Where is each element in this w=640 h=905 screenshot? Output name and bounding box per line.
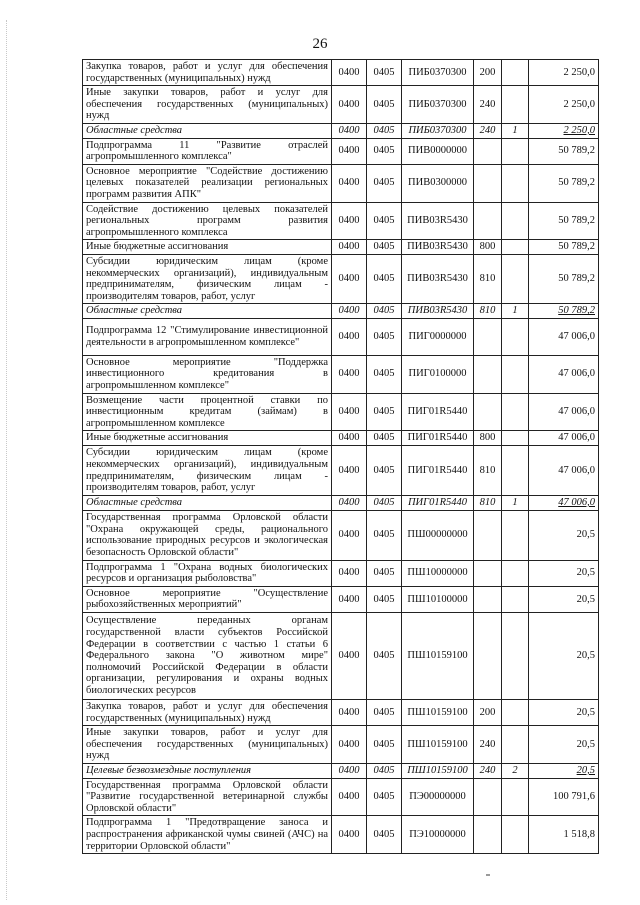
- row-section-code: 0400: [332, 778, 367, 816]
- row-funding-source: [502, 431, 529, 446]
- row-section-code: 0400: [332, 355, 367, 393]
- row-amount: 47 006,0: [529, 496, 599, 511]
- table-row: [83, 393, 599, 431]
- row-funding-source: [502, 560, 529, 586]
- row-expense-type: 810: [474, 254, 502, 303]
- row-subsection-code: 0405: [367, 510, 402, 560]
- row-subsection-code: 0405: [367, 393, 402, 431]
- row-name: Подпрограмма 12 "Стимулирование инвестиционной деятельности в агропромышленном комплексе": [83, 318, 332, 355]
- row-section-code: 0400: [332, 510, 367, 560]
- row-expense-type: [474, 164, 502, 202]
- row-subsection-code: 0405: [367, 202, 402, 240]
- row-funding-source: [502, 613, 529, 700]
- row-amount: 20,5: [529, 700, 599, 726]
- row-name: Областные средства: [83, 496, 332, 511]
- row-subsection-code: 0405: [367, 763, 402, 778]
- row-name: Субсидии юридическим лицам (кроме некоммерческих организаций), индивидуальным предпринимателям, физическим лицам - производителям товаров, работ, услуг: [83, 254, 332, 303]
- scan-mark: [486, 874, 490, 876]
- row-name: Областные средства: [83, 304, 332, 319]
- row-name: Целевые безвозмездные поступления: [83, 763, 332, 778]
- row-name: Закупка товаров, работ и услуг для обеспечения государственных (муниципальных) нужд: [83, 60, 332, 86]
- row-amount: 50 789,2: [529, 202, 599, 240]
- row-target-article: ПШ10159100: [402, 726, 474, 764]
- table-row: [83, 446, 599, 496]
- row-funding-source: 1: [502, 496, 529, 511]
- row-section-code: 0400: [332, 816, 367, 854]
- row-funding-source: 1: [502, 304, 529, 319]
- row-section-code: 0400: [332, 60, 367, 86]
- row-subsection-code: 0405: [367, 355, 402, 393]
- row-expense-type: [474, 138, 502, 164]
- row-name: Подпрограмма 1 "Охрана водных биологических ресурсов и организация рыболовства": [83, 560, 332, 586]
- row-target-article: ПИВ0300000: [402, 164, 474, 202]
- row-section-code: 0400: [332, 138, 367, 164]
- table-row: [83, 778, 599, 816]
- table-row: [83, 700, 599, 726]
- table-row: [83, 138, 599, 164]
- row-subsection-code: 0405: [367, 123, 402, 138]
- budget-table-body: [83, 60, 599, 854]
- table-row: [83, 726, 599, 764]
- row-amount: 1 518,8: [529, 816, 599, 854]
- table-row: [83, 355, 599, 393]
- row-amount: 47 006,0: [529, 393, 599, 431]
- table-row: [83, 60, 599, 86]
- row-section-code: 0400: [332, 123, 367, 138]
- row-amount: 50 789,2: [529, 304, 599, 319]
- table-row: [83, 164, 599, 202]
- row-amount: 50 789,2: [529, 164, 599, 202]
- row-amount: 2 250,0: [529, 60, 599, 86]
- table-row: [83, 318, 599, 355]
- row-expense-type: 800: [474, 240, 502, 255]
- row-section-code: 0400: [332, 700, 367, 726]
- table-row: [83, 586, 599, 612]
- row-funding-source: [502, 816, 529, 854]
- row-subsection-code: 0405: [367, 726, 402, 764]
- row-amount: 20,5: [529, 726, 599, 764]
- row-target-article: ПЭ10000000: [402, 816, 474, 854]
- row-section-code: 0400: [332, 164, 367, 202]
- row-name: Закупка товаров, работ и услуг для обеспечения государственных (муниципальных) нужд: [83, 700, 332, 726]
- row-funding-source: [502, 510, 529, 560]
- row-expense-type: [474, 816, 502, 854]
- row-expense-type: 810: [474, 446, 502, 496]
- row-name: Основное мероприятие "Осуществление рыбохозяйственных мероприятий": [83, 586, 332, 612]
- row-subsection-code: 0405: [367, 304, 402, 319]
- row-target-article: ПИГ01R5440: [402, 393, 474, 431]
- row-subsection-code: 0405: [367, 138, 402, 164]
- row-subsection-code: 0405: [367, 446, 402, 496]
- page-number: 26: [312, 36, 328, 52]
- budget-table: [82, 59, 599, 854]
- row-target-article: ПИГ01R5440: [402, 431, 474, 446]
- row-name: Осуществление переданных органам государственной власти субъектов Российской Федерации в соответствии с частью 1 статьи 6 Федерального закона "О животном мире" полномочий Российской Федерации в области организации, регулирования и охраны водных биологических ресурсов: [83, 613, 332, 700]
- row-expense-type: 240: [474, 726, 502, 764]
- row-name: Подпрограмма 11 "Развитие отраслей агропромышленного комплекса": [83, 138, 332, 164]
- row-amount: 2 250,0: [529, 123, 599, 138]
- row-target-article: ПИГ01R5440: [402, 496, 474, 511]
- row-target-article: ПШ10159100: [402, 763, 474, 778]
- row-section-code: 0400: [332, 586, 367, 612]
- row-expense-type: 240: [474, 86, 502, 124]
- row-section-code: 0400: [332, 560, 367, 586]
- row-amount: 50 789,2: [529, 240, 599, 255]
- row-name: Государственная программа Орловской области "Охрана окружающей среды, рационального использование природных ресурсов и экологическая безопасность Орловской области": [83, 510, 332, 560]
- row-subsection-code: 0405: [367, 613, 402, 700]
- row-name: Иные бюджетные ассигнования: [83, 431, 332, 446]
- row-amount: 20,5: [529, 510, 599, 560]
- row-funding-source: [502, 318, 529, 355]
- row-amount: 47 006,0: [529, 355, 599, 393]
- row-name: Иные закупки товаров, работ и услуг для обеспечения государственных (муниципальных) нужд: [83, 86, 332, 124]
- row-expense-type: 800: [474, 431, 502, 446]
- row-name: Субсидии юридическим лицам (кроме некоммерческих организаций), индивидуальным предпринимателям, физическим лицам - производителям товаров, работ, услуг: [83, 446, 332, 496]
- row-section-code: 0400: [332, 496, 367, 511]
- row-name: Основное мероприятие "Содействие достижению целевых показателей реализации региональных программ развития АПК": [83, 164, 332, 202]
- row-subsection-code: 0405: [367, 431, 402, 446]
- row-amount: 100 791,6: [529, 778, 599, 816]
- row-amount: 2 250,0: [529, 86, 599, 124]
- row-amount: 20,5: [529, 763, 599, 778]
- table-row: [83, 254, 599, 303]
- row-target-article: ПШ10159100: [402, 700, 474, 726]
- row-section-code: 0400: [332, 304, 367, 319]
- row-expense-type: 810: [474, 304, 502, 319]
- row-section-code: 0400: [332, 763, 367, 778]
- row-amount: 20,5: [529, 560, 599, 586]
- row-amount: 20,5: [529, 613, 599, 700]
- table-row: [83, 240, 599, 255]
- row-amount: 50 789,2: [529, 254, 599, 303]
- row-target-article: ПИВ03R5430: [402, 240, 474, 255]
- row-target-article: ПИВ03R5430: [402, 304, 474, 319]
- row-funding-source: [502, 202, 529, 240]
- row-subsection-code: 0405: [367, 240, 402, 255]
- row-subsection-code: 0405: [367, 60, 402, 86]
- row-section-code: 0400: [332, 431, 367, 446]
- row-funding-source: 1: [502, 123, 529, 138]
- row-funding-source: [502, 726, 529, 764]
- row-section-code: 0400: [332, 254, 367, 303]
- row-target-article: ПИГ0100000: [402, 355, 474, 393]
- row-expense-type: [474, 586, 502, 612]
- table-row: [83, 86, 599, 124]
- row-target-article: ПИВ03R5430: [402, 202, 474, 240]
- row-funding-source: [502, 393, 529, 431]
- row-expense-type: 810: [474, 496, 502, 511]
- row-expense-type: 240: [474, 763, 502, 778]
- row-section-code: 0400: [332, 86, 367, 124]
- row-name: Подпрограмма 1 "Предотвращение заноса и распространения африканской чумы свиней (АЧС) на территории Орловской области": [83, 816, 332, 854]
- row-expense-type: [474, 202, 502, 240]
- row-expense-type: [474, 393, 502, 431]
- row-name: Иные бюджетные ассигнования: [83, 240, 332, 255]
- row-target-article: ПИВ03R5430: [402, 254, 474, 303]
- row-target-article: ПИВ0000000: [402, 138, 474, 164]
- row-expense-type: 240: [474, 123, 502, 138]
- row-name: Основное мероприятие "Поддержка инвестиционного кредитования в агропромышленном комплексе": [83, 355, 332, 393]
- row-subsection-code: 0405: [367, 254, 402, 303]
- table-row: [83, 496, 599, 511]
- row-expense-type: [474, 318, 502, 355]
- row-amount: 20,5: [529, 586, 599, 612]
- row-name: Возмещение части процентной ставки по инвестиционным кредитам (займам) в агропромышленном комплексе: [83, 393, 332, 431]
- row-target-article: ПШ00000000: [402, 510, 474, 560]
- row-subsection-code: 0405: [367, 778, 402, 816]
- row-expense-type: [474, 510, 502, 560]
- row-section-code: 0400: [332, 726, 367, 764]
- row-funding-source: [502, 60, 529, 86]
- row-expense-type: [474, 613, 502, 700]
- row-section-code: 0400: [332, 446, 367, 496]
- table-row: [83, 613, 599, 700]
- row-target-article: ПИБ0370300: [402, 60, 474, 86]
- row-target-article: ПШ10100000: [402, 586, 474, 612]
- row-funding-source: [502, 138, 529, 164]
- table-row: [83, 431, 599, 446]
- row-target-article: ПИГ01R5440: [402, 446, 474, 496]
- row-expense-type: [474, 355, 502, 393]
- table-row: [83, 304, 599, 319]
- row-expense-type: 200: [474, 700, 502, 726]
- row-funding-source: [502, 240, 529, 255]
- row-section-code: 0400: [332, 240, 367, 255]
- table-row: [83, 202, 599, 240]
- row-target-article: ПИБ0370300: [402, 86, 474, 124]
- row-section-code: 0400: [332, 202, 367, 240]
- row-amount: 50 789,2: [529, 138, 599, 164]
- row-funding-source: [502, 254, 529, 303]
- row-funding-source: [502, 586, 529, 612]
- row-target-article: ПИБ0370300: [402, 123, 474, 138]
- row-section-code: 0400: [332, 393, 367, 431]
- row-name: Областные средства: [83, 123, 332, 138]
- row-subsection-code: 0405: [367, 318, 402, 355]
- row-funding-source: [502, 778, 529, 816]
- row-name: Иные закупки товаров, работ и услуг для обеспечения государственных (муниципальных) нужд: [83, 726, 332, 764]
- row-target-article: ПШ10000000: [402, 560, 474, 586]
- row-subsection-code: 0405: [367, 560, 402, 586]
- row-target-article: ПИГ0000000: [402, 318, 474, 355]
- table-row: [83, 510, 599, 560]
- row-amount: 47 006,0: [529, 318, 599, 355]
- table-row: [83, 816, 599, 854]
- row-subsection-code: 0405: [367, 700, 402, 726]
- row-funding-source: [502, 164, 529, 202]
- row-target-article: ПЭ00000000: [402, 778, 474, 816]
- row-amount: 47 006,0: [529, 431, 599, 446]
- row-subsection-code: 0405: [367, 164, 402, 202]
- row-subsection-code: 0405: [367, 86, 402, 124]
- row-funding-source: 2: [502, 763, 529, 778]
- row-funding-source: [502, 86, 529, 124]
- table-row: [83, 763, 599, 778]
- row-target-article: ПШ10159100: [402, 613, 474, 700]
- row-subsection-code: 0405: [367, 586, 402, 612]
- row-name: Государственная программа Орловской области "Развитие государственной ветеринарной службы Орловской области": [83, 778, 332, 816]
- row-name: Содействие достижению целевых показателей региональных программ развития агропромышленного комплекса: [83, 202, 332, 240]
- row-funding-source: [502, 700, 529, 726]
- row-section-code: 0400: [332, 613, 367, 700]
- row-section-code: 0400: [332, 318, 367, 355]
- binding-edge-line: [6, 20, 7, 900]
- row-subsection-code: 0405: [367, 496, 402, 511]
- row-expense-type: [474, 778, 502, 816]
- row-funding-source: [502, 446, 529, 496]
- row-expense-type: 200: [474, 60, 502, 86]
- table-row: [83, 560, 599, 586]
- row-funding-source: [502, 355, 529, 393]
- row-subsection-code: 0405: [367, 816, 402, 854]
- row-amount: 47 006,0: [529, 446, 599, 496]
- table-row: [83, 123, 599, 138]
- row-expense-type: [474, 560, 502, 586]
